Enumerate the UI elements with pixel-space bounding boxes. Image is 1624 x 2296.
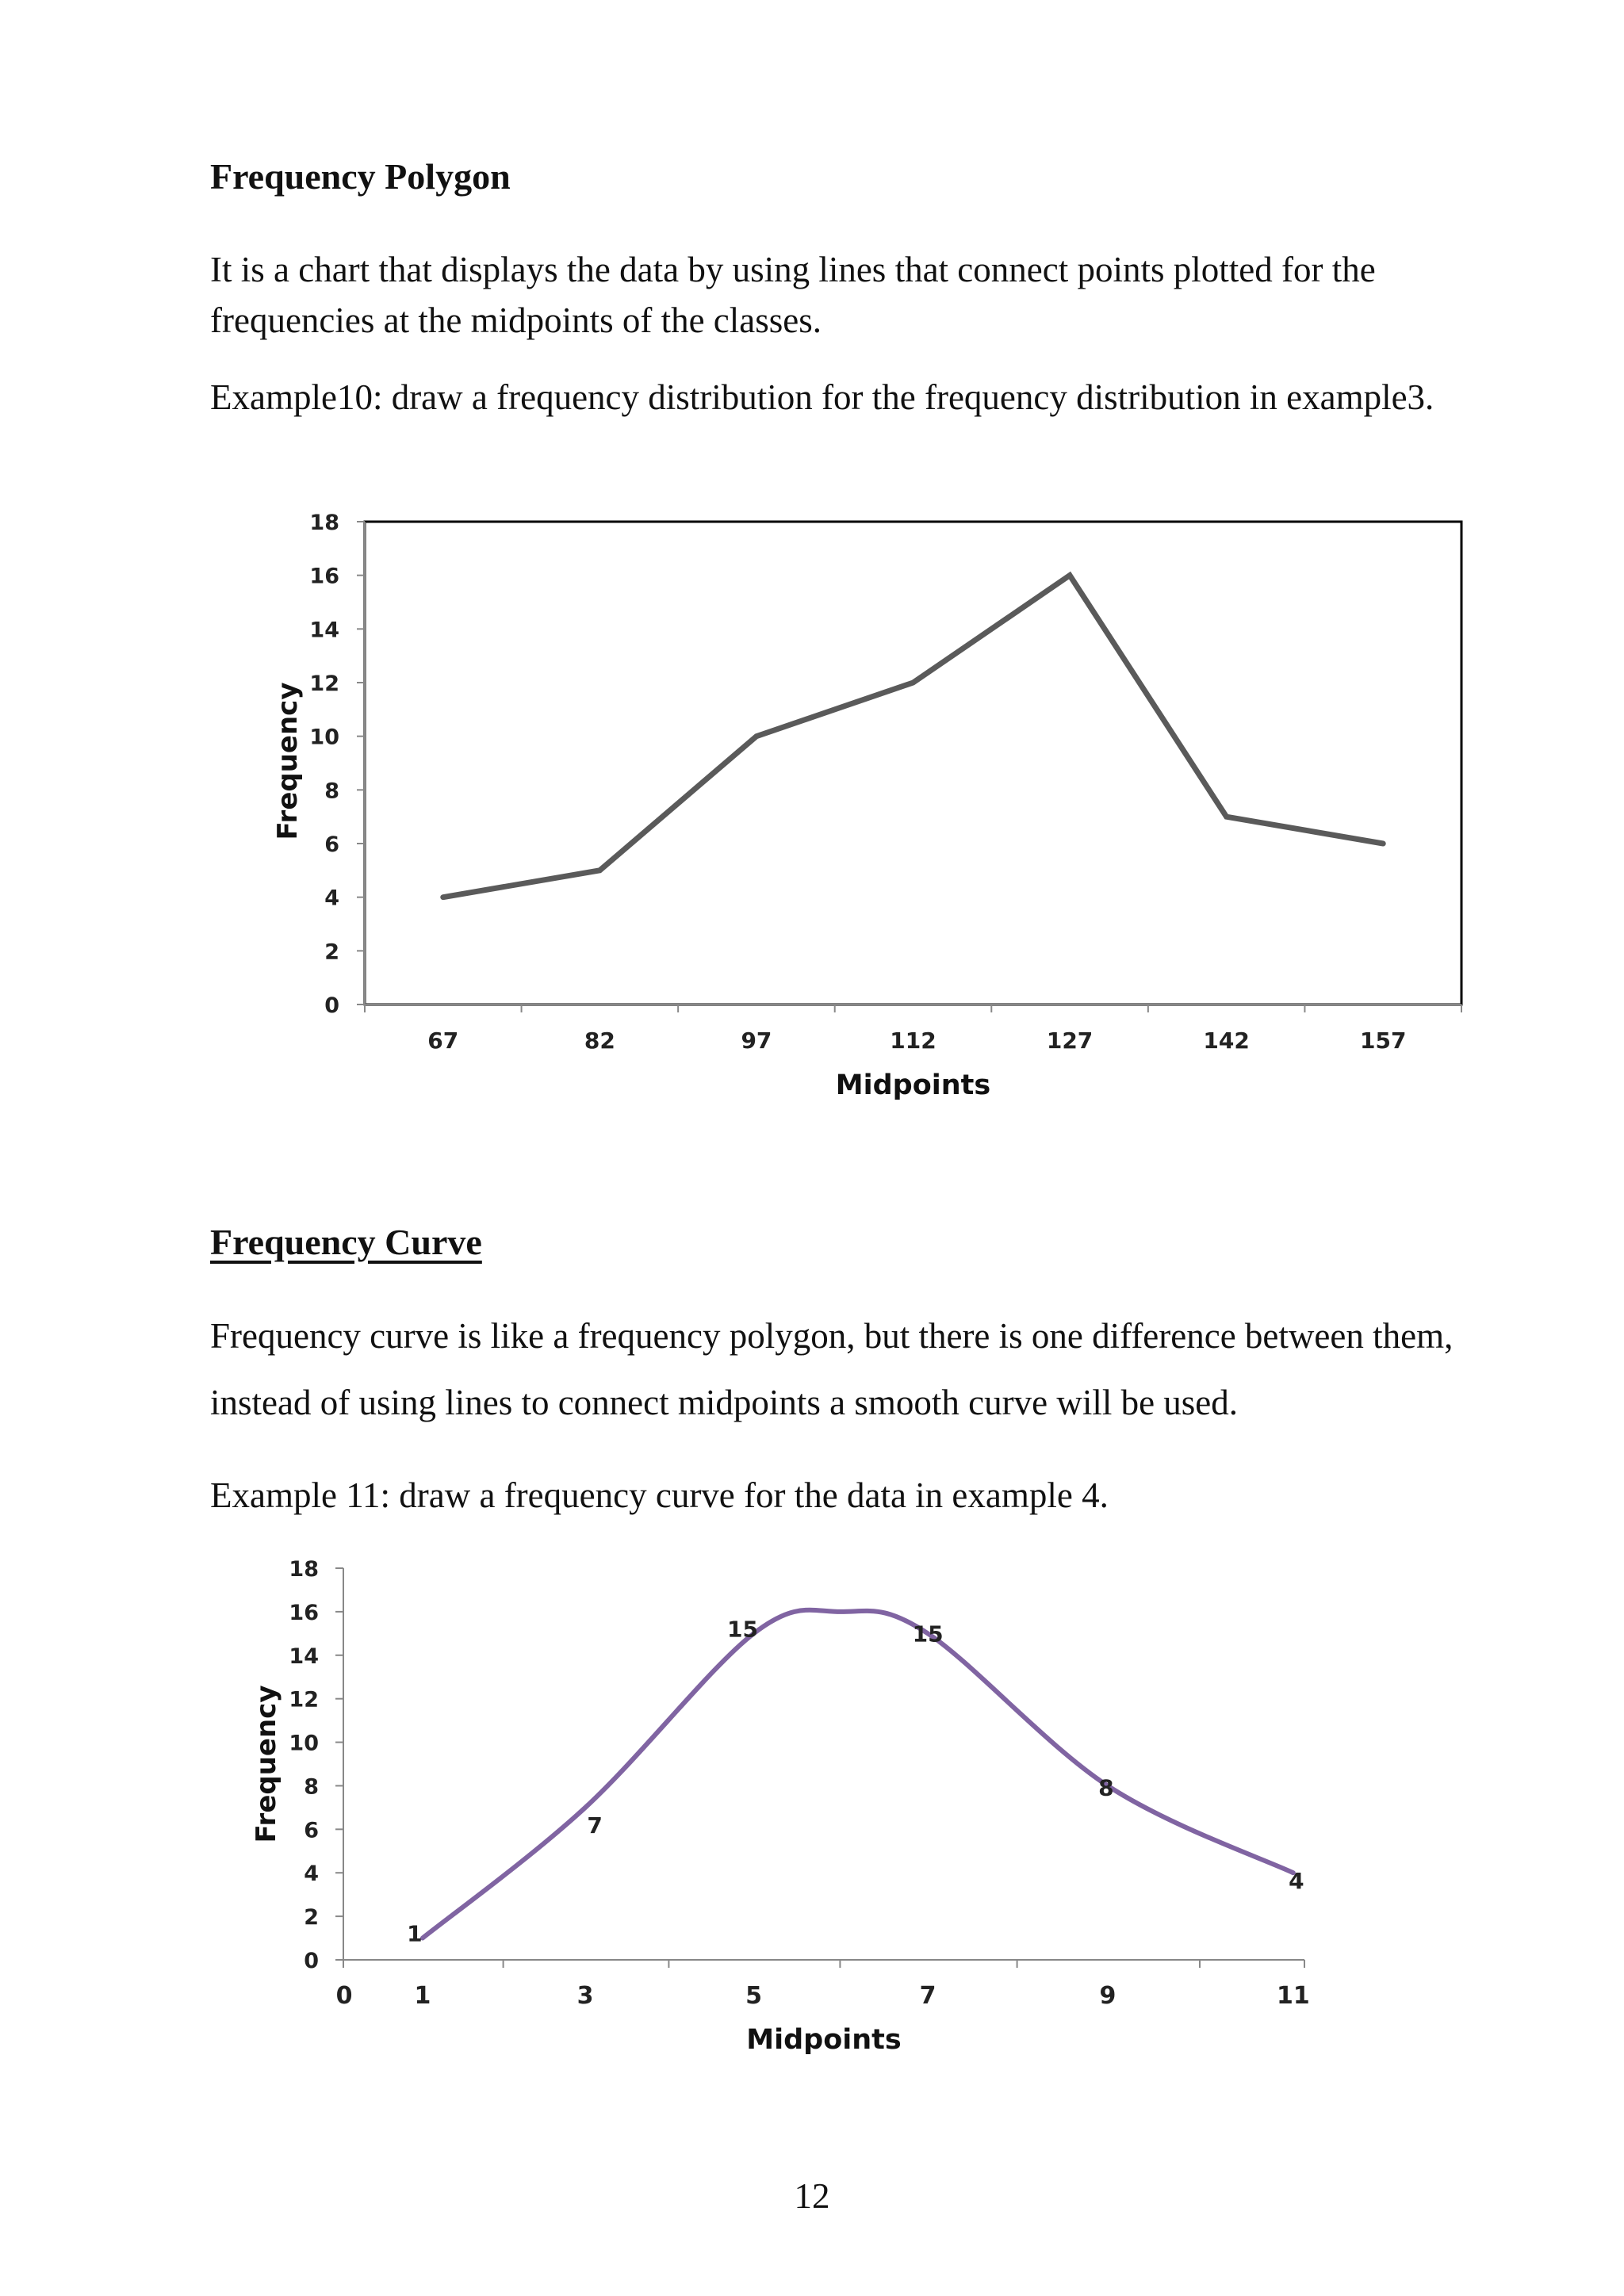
y-tick-label: 10: [289, 1731, 319, 1756]
y-tick-label: 6: [324, 832, 339, 857]
y-tick-label: 14: [309, 618, 339, 643]
x-tick-label: 127: [1046, 1027, 1094, 1054]
series-curve: [423, 1610, 1293, 1938]
x-axis-title: Midpoints: [835, 1070, 991, 1101]
x-tick-label: 3: [576, 1982, 594, 2010]
y-tick-label: 8: [324, 779, 339, 804]
data-label: 7: [587, 1812, 603, 1839]
y-axis-title: Frequency: [251, 1685, 282, 1843]
x-tick-label: 97: [741, 1027, 772, 1054]
x-tick-label: 1: [414, 1982, 431, 2010]
x-tick-label: 7: [919, 1982, 936, 2010]
x-tick-label: 157: [1359, 1027, 1407, 1054]
y-axis-title: Frequency: [272, 682, 304, 840]
data-label: 15: [727, 1616, 758, 1643]
x-tick-label: 11: [1277, 1982, 1310, 2010]
x-tick-label: 9: [1099, 1982, 1116, 2010]
y-tick-label: 10: [309, 725, 339, 750]
x-tick-label: 82: [584, 1027, 615, 1054]
y-tick-label: 16: [289, 1600, 319, 1625]
data-label: 1: [407, 1920, 423, 1947]
y-tick-label: 4: [324, 886, 339, 911]
y-tick-label: 0: [324, 993, 339, 1018]
page-number: 12: [794, 2176, 830, 2216]
x-axis-title: Midpoints: [746, 2024, 902, 2056]
data-label: 8: [1098, 1774, 1114, 1801]
data-label: 15: [912, 1621, 944, 1647]
x-tick-label: 142: [1203, 1027, 1250, 1054]
y-tick-label: 12: [309, 672, 339, 696]
y-tick-label: 12: [289, 1687, 319, 1712]
example-11-text: Example 11: draw a frequency curve for the data in example 4.: [210, 1475, 1109, 1515]
y-tick-label: 18: [289, 1557, 319, 1582]
y-tick-label: 2: [324, 939, 339, 965]
x-tick-label: 67: [427, 1027, 459, 1054]
x-tick-label: 0: [335, 1982, 353, 2010]
y-tick-label: 16: [309, 564, 339, 589]
polygon-description: It is a chart that displays the data by using lines that connect points plotted for the frequencies at the midpoints of the classes.: [210, 250, 1376, 340]
y-tick-label: 2: [304, 1905, 319, 1931]
y-tick-label: 4: [304, 1862, 319, 1887]
y-tick-label: 0: [304, 1949, 319, 1973]
y-tick-label: 8: [304, 1774, 319, 1800]
x-tick-label: 5: [745, 1982, 762, 2010]
polygon-heading: Frequency Polygon: [210, 156, 511, 197]
y-tick-label: 6: [304, 1818, 319, 1843]
example-10-text: Example10: draw a frequency distribution for the frequency distribution in example3.: [210, 377, 1434, 417]
x-tick-label: 112: [890, 1027, 936, 1054]
y-tick-label: 18: [309, 511, 339, 535]
y-tick-label: 14: [289, 1644, 319, 1669]
data-label: 4: [1289, 1868, 1304, 1895]
curve-heading: Frequency Curve: [210, 1222, 482, 1262]
curve-description: Frequency curve is like a frequency polygon, but there is one difference between them, instead of using lines to connect midpoints a smooth curve will be used.: [210, 1316, 1454, 1422]
